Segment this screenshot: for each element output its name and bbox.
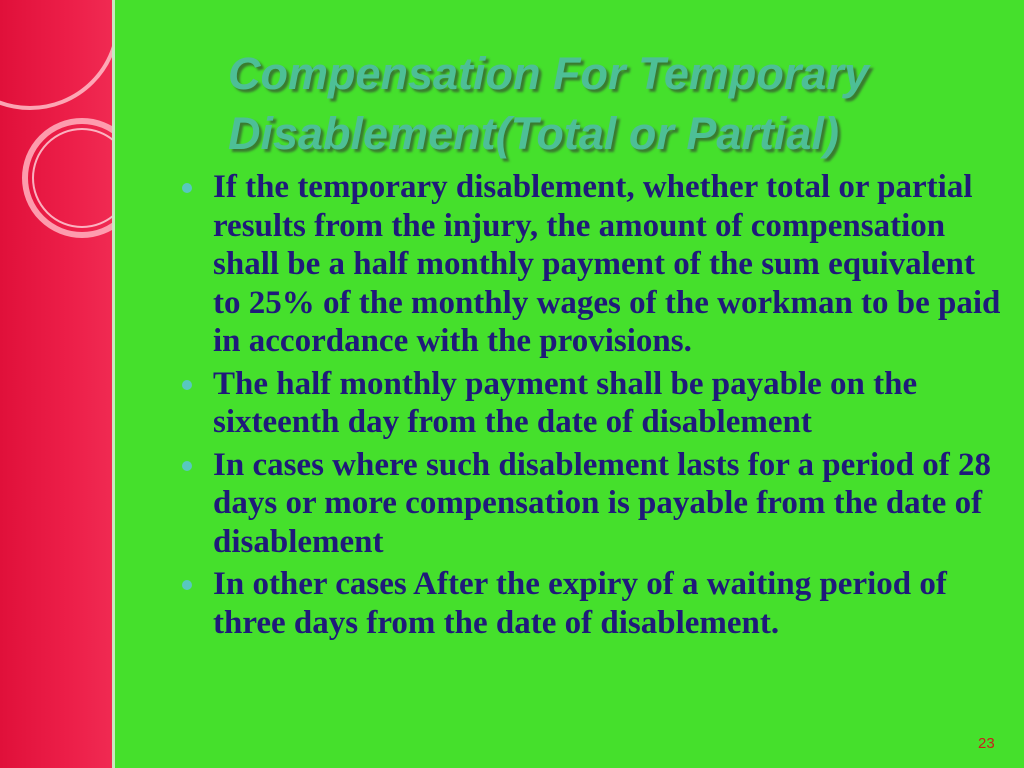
bullet-item [180,446,1010,562]
bullet-dot-icon [182,580,192,590]
slide-title-line: Disablement(Total or Partial) [228,108,839,159]
bullet-text: In other cases After the expiry of a waiting period of three days from the date of disablement. [213,566,947,641]
bullet-item [180,168,1010,361]
bullet-list [180,168,1010,646]
side-decoration-band [0,0,112,768]
bullet-text: The half monthly payment shall be payable on the sixteenth day from the date of disablement [213,365,918,440]
bullet-text: If the temporary disablement, whether total or partial results from the injury, the amount of compensation shall be a half monthly payment of the sum equivalent to 25% of the monthly wages of the workman to be paid in accordance with the provisions. [213,169,1001,359]
slide-title [228,44,1008,164]
bullet-dot-icon [182,380,192,390]
decorative-ring-icon [0,0,112,110]
bullet-text: In cases where such disablement lasts for a period of 28 days or more compensation is payable from the date of disablement [213,446,991,560]
bullet-item [180,565,1010,642]
band-divider [112,0,115,768]
slide-title-line: Compensation For Temporary [228,48,869,99]
bullet-item [180,365,1010,442]
bullet-dot-icon [182,183,192,193]
page-number: 23 [978,735,995,752]
bullet-dot-icon [182,461,192,471]
